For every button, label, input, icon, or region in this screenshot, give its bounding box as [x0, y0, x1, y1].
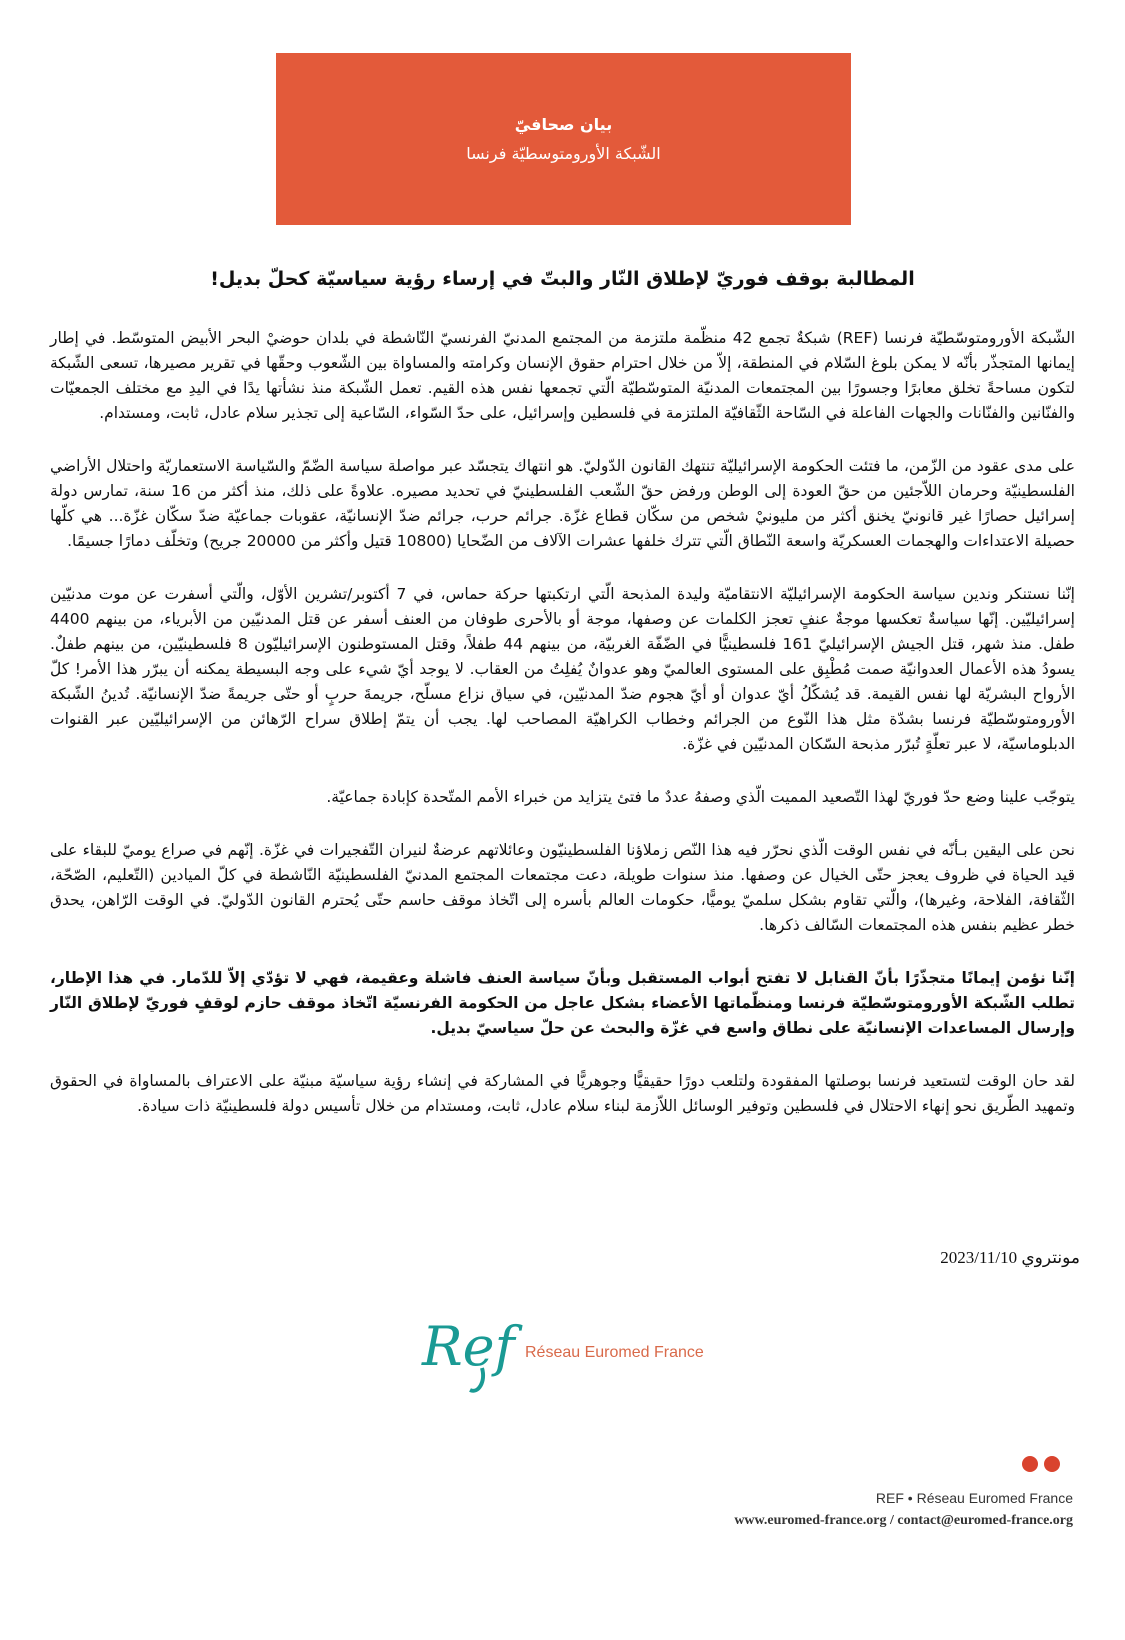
svg-text:Ref: Ref: [422, 1315, 515, 1378]
footer-contact: www.euromed-france.org / contact@euromed-france.org: [734, 1513, 1073, 1528]
paragraph: لقد حان الوقت لتستعيد فرنسا بوصلتها المفقودة ولتلعب دورًا حقيقيًّا وجوهريًّا في المشاركة في إنشاء رؤية سياسيّة مبنيّة على الاعتراف بالمساواة في الحقوق وتمهيد الطّريق نحو إنهاء الاحتلال في فلسطين وتوفير الوسائل اللاّزمة لبناء سلام عادل، ثابت، ومستدام من خلال تأسيس دولة فلسطينيّة ذات سيادة.: [50, 1072, 1075, 1115]
paragraph: إنّنا نستنكر وندين سياسة الحكومة الإسرائيليّة الانتقاميّة وليدة المذبحة الّتي ارتكبتها حركة حماس، في 7 أكتوبر/تشرين الأوّل، والّتي أسفرت عن موت مدنيّين إسرائيليّين. إنّها سياسةٌ تعكسها موجةٌ عنفٍ تعجز الكلمات عن وصفها، موجة أو بالأحرى طوفان من العنف أسفر عن قتل المدنيّين من الأبرياء، من بينهم 4400 طفل. منذ شهر، قتل الجيش الإسرائيليّ 161 فلسطينيًّا في الضّفّة الغربيّة، من بينهم 44 طفلاً، وقتل المستوطنون الإسرائيليّون 8 فلسطينيّين، من بينهم طفلٌ. يسودُ هذه الأعمال العدوانيّة صمت مُطْبِق على المستوى العالميّ وهو عدوانٌ يُفلِتُ من العقاب. لا يوجد أيّ شيء على وجه البسيطة يمكنه أن يبرّر هذا الأمر! كلّ الأرواح البشريّة لها نفس القيمة. قد يُشكّلُ أيّ عدوان أو أيّ هجوم ضدّ المدنيّين، في سياق نزاع مسلّح، جريمةَ حربٍ أو حتّى جريمةً ضدّ الإنسانيّة. تُدينُ الشّبكة الأورومتوسّطيّة فرنسا بشدّة مثل هذا النّوع من الجرائم وخطاب الكراهيّة المصاحب لها. يجب أن يتمّ إطلاق سراح الرّهائن من الإسرائيليّين عبر القنوات الدبلوماسيّة، لا عبر تعلّةٍ تُبرّر مذبحة السّكان المدنيّين في غزّة.: [50, 585, 1076, 753]
banner-subtitle: الشّبكة الأورومتوسطيّة فرنسا: [466, 144, 661, 163]
page-headline: المطالبة بوقف فوريّ لإطلاق النّار والبتّ في إرساء رؤية سياسيّة كحلّ بديل!: [210, 268, 915, 290]
banner-title: بيان صحافيّ: [514, 115, 613, 134]
footer-dots-icon: [1022, 1456, 1072, 1474]
paragraph: نحن على اليقين بـأنّه في نفس الوقت الّذي نحرّر فيه هذا النّص زملاؤنا الفلسطينيّون وعائلاتهم عرضةٌ لنيران التّفجيرات في غزّة. إنّهم في صراع يوميّ للبقاء على قيد الحياة في ظروف يعجز حتّى الخيال عن وصفها. منذ سنوات طويلة، دعت مجتمعات المجتمع المدنيّ الفلسطينيّة النّاشطة في كلّ الميادين (التّعليم، الصّحّة، الثّقافة، الفلاحة، وغيرها)، والّتي تقاوم بشكل سلميّ يوميًّا، حكومات العالم بأسره إلى اتّخاذ موقف حاسم حتّى يُحترم القانون الدّوليّ. في الوقت الرّاهن، يحدق خطر عظيم بنفس هذه المجتمعات السّالف ذكرها.: [50, 841, 1075, 934]
ref-logo-mark-icon: [420, 1310, 530, 1400]
logo-text: Réseau Euromed France: [525, 1344, 704, 1361]
footer-org-name: REF • Réseau Euromed France: [875, 1490, 1073, 1506]
paragraph: على مدى عقود من الزّمن، ما فتئت الحكومة الإسرائيليّة تنتهك القانون الدّوليّ. هو انتهاك يتجسّد عبر مواصلة سياسة الضّمّ والسّياسة الاستعماريّة واحتلال الأراضي الفلسطينيّة وحرمان اللاّجئين من حقّ العودة إلى الوطن ورفض حقّ الشّعب الفلسطينيّ في تحديد مصيره. علاوةً على ذلك، منذ أكثر من 16 سنة، تمارس دولة إسرائيل حصارًا غير قانونيّ يخنق أكثر من مليونيْ شخص من سكّان قطاع غزّة. جرائم حرب، جرائم ضدّ الإنسانيّة، عقوبات جماعيّة ضدّ سكّان غزّة... هي كلّها حصيلة الاعتداءات والهجمات العسكريّة واسعة النّطاق الّتي تترك خلفها عشرات الآلاف من الضّحايا (10800 قتيل وأكثر من 20000 جريح) وتخلّف دمارًا جسيمًا.: [50, 457, 1075, 550]
paragraph: يتوجّب علينا وضع حدّ فوريّ لهذا التّصعيد المميت الّذي وصفهُ عددٌ ما فتئ يتزايد من خبراء الأمم المتّحدة كإبادة جماعيّة.: [326, 788, 1075, 806]
ref-logo: [420, 1310, 740, 1400]
date-line: مونتروي 2023/11/10: [940, 1248, 1080, 1267]
press-release-banner: [276, 53, 851, 225]
paragraph-demand: إنّنا نؤمن إيمانًا متجذّرًا بأنّ القنابل لا تفتح أبواب المستقبل وبأنّ سياسة العنف فاشلة وعقيمة، فهي لا تؤدّي إلاّ للدّمار. في هذا الإطار، تطلب الشّبكة الأورومتوسّطيّة فرنسا ومنظّماتها الأعضاء بشكل عاجل من الحكومة الفرنسيّة اتّخاذ موقف حازم لوقفٍ فوريّ لإطلاق النّار وإرسال المساعدات الإنسانيّة على نطاق واسع في غزّة والبحث عن حلّ سياسيّ بديل.: [50, 969, 1075, 1037]
paragraph: الشّبكة الأورومتوسّطيّة فرنسا (REF) شبكةٌ تجمع 42 منظّمة ملتزمة من المجتمع المدنيّ الفرنسيّ النّاشطة في بلدان حوضيْ البحر الأبيض المتوسّط. في إطار إيمانها المتجذّر بأنّه لا يمكن بلوغ السّلام في المنطقة، إلاّ من خلال احترام حقوق الإنسان وكرامته والمساواة بين الشّعوب وحقّها في تقرير مصيرها، تسعى الشّبكة لتكون مساحةً تخلق معابرًا وجسورًا بين المجتمعات المدنيّة المتوسّطيّة الّتي تجمعها نفس هذه القيم. تعمل الشّبكة منذ نشأتها يدًا في اليدِ مع مختلف الجمعيّات والفنّانين والفنّانات والجهات الفاعلة في السّاحة الثّقافيّة الملتزمة في فلسطين وإسرائيل، على حدّ السّواء، السّاعية إلى تجذير سلام عادل، ثابت، ومستدام.: [50, 329, 1075, 422]
article-body: [50, 326, 1075, 1147]
